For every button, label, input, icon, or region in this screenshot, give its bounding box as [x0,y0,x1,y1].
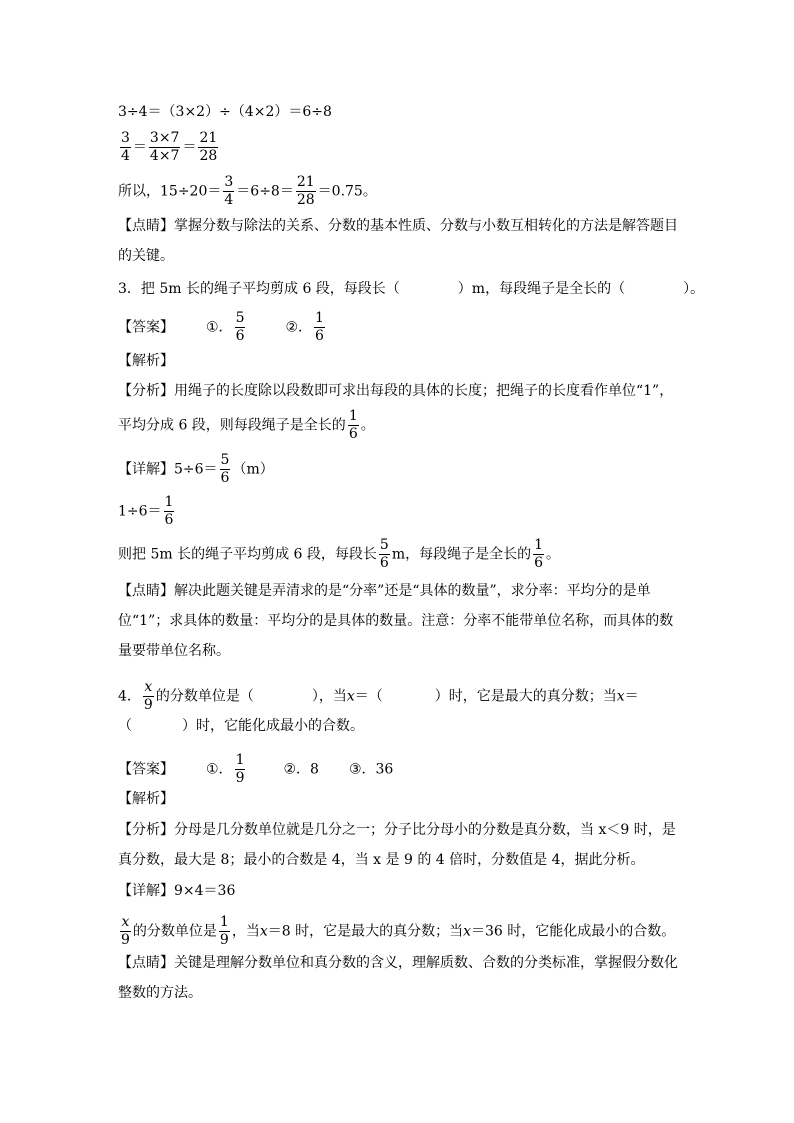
fraction: $\frac{5}{6}$ [220,452,230,486]
equation-line: 3÷4＝（3×2）÷（4×2）＝6÷8 [118,104,332,120]
fraction: $\frac{3}{4}$ [224,174,234,208]
dianjing-tag: 【点睛】 [118,583,174,599]
fraction: $\frac{x}{9}$ [121,914,130,948]
fraction: $\frac{21}{28}$ [296,174,315,208]
fraction: $\frac{1}{6}$ [534,537,544,571]
fraction: $\frac{1}{6}$ [164,494,174,528]
fenxi-line: 平均分成 6 段，则每段绳子是全长的 $\frac{1}{6}$ 。 [118,408,375,442]
answer-tag: 【答案】 [118,761,174,778]
fraction-equation-line: $\frac{3}{4}$ ＝ $\frac{3\times 7}{4\times 7}$ ＝ $\frac{21}{28}$ [121,130,218,164]
conclusion-line: 所以，15÷20＝ $\frac{3}{4}$ ＝6÷8＝ $\frac{21}{28}$ ＝0.75。 [118,174,377,208]
question-3-answer: 【答案】 ①． $\frac{5}{6}$ ②． $\frac{1}{6}$ [118,310,324,344]
fraction: $\frac{3\times 7}{4\times 7}$ [149,130,180,164]
fraction: $\frac{5}{6}$ [379,537,389,571]
fenxi-line: 【分析】用绳子的长度除以段数即可求出每段的具体的长度；把绳子的长度看作单位“1”， [118,383,674,399]
fenxi-tag: 【分析】 [118,822,174,838]
fraction: $\frac{3}{4}$ [121,130,130,164]
jiexi-tag: 【解析】 [118,791,174,807]
xiangjie-line: 1÷6＝ $\frac{1}{6}$ [118,494,174,528]
dianjing-tag: 【点睛】 [118,955,174,971]
answer-tag: 【答案】 [118,319,174,336]
dianjing-line: 【点睛】解决此题关键是弄清求的是“分率”还是“具体的数量”，求分率：平均分的是单 [118,583,651,599]
xiangjie-line: 【详解】9×4＝36 [118,883,236,899]
jiexi-tag: 【解析】 [118,353,174,369]
question-4-answer: 【答案】 ①． $\frac{1}{9}$ ②．8 ③．36 [118,752,394,786]
fraction: $\frac{5}{6}$ [235,310,245,344]
dianjing-line: 整数的方法。 [118,985,202,1001]
fraction: $\frac{1}{9}$ [219,914,229,948]
fenxi-tag: 【分析】 [118,383,174,399]
xiangjie-tag: 【详解】 [118,461,174,478]
dianjing-line: 【点睛】关键是理解分数单位和真分数的含义，理解质数、合数的分类标准，掌握假分数化 [118,955,678,971]
fraction: $\frac{1}{6}$ [348,408,358,442]
xiangjie-line: $\frac{x}{9}$ 的分数单位是 $\frac{1}{9}$ ，当x＝8 时，它是最大的真分数；当x＝36 时，它能化成最小的合数。 [121,914,676,948]
xiangjie-line: 则把 5m 长的绳子平均剪成 6 段，每段长 $\frac{5}{6}$ m，每段绳子是全长的 $\frac{1}{6}$ 。 [118,537,561,571]
fraction: $\frac{21}{28}$ [199,130,218,164]
xiangjie-line: 【详解】5÷6＝ $\frac{5}{6}$ （m） [118,452,274,486]
question-4-stem-cont: （ ）时，它能化成最小的合数。 [118,718,364,734]
question-4-stem: 4． $\frac{x}{9}$ 的分数单位是（ ），当x＝（ ）时，它是最大的真分数；当x＝ [118,679,639,713]
dianjing-line: 位“1”；求具体的数量：平均分的是具体的数量。注意：分率不能带单位名称，而具体的数 [118,613,674,629]
dianjing-line: 的关键。 [118,248,174,264]
fraction: $\frac{x}{9}$ [143,679,153,713]
xiangjie-tag: 【详解】 [118,883,174,899]
fenxi-line: 真分数，最大是 8；最小的合数是 4，当 x 是 9 的 4 倍时，分数值是 4，据此分析。 [118,852,645,868]
dianjing-tag: 【点睛】 [118,218,174,234]
dianjing-line: 量要带单位名称。 [118,643,230,659]
fraction: $\frac{1}{9}$ [235,752,245,786]
fraction: $\frac{1}{6}$ [315,310,324,344]
dianjing-line: 【点睛】掌握分数与除法的关系、分数的基本性质、分数与小数互相转化的方法是解答题目 [118,218,678,234]
fenxi-line: 【分析】分母是几分数单位就是几分之一；分子比分母小的分数是真分数，当 x＜9 时，是 [118,822,676,838]
question-3-stem: 3．把 5m 长的绳子平均剪成 6 段，每段长（ ）m，每段绳子是全长的（ ）。 [118,281,705,297]
